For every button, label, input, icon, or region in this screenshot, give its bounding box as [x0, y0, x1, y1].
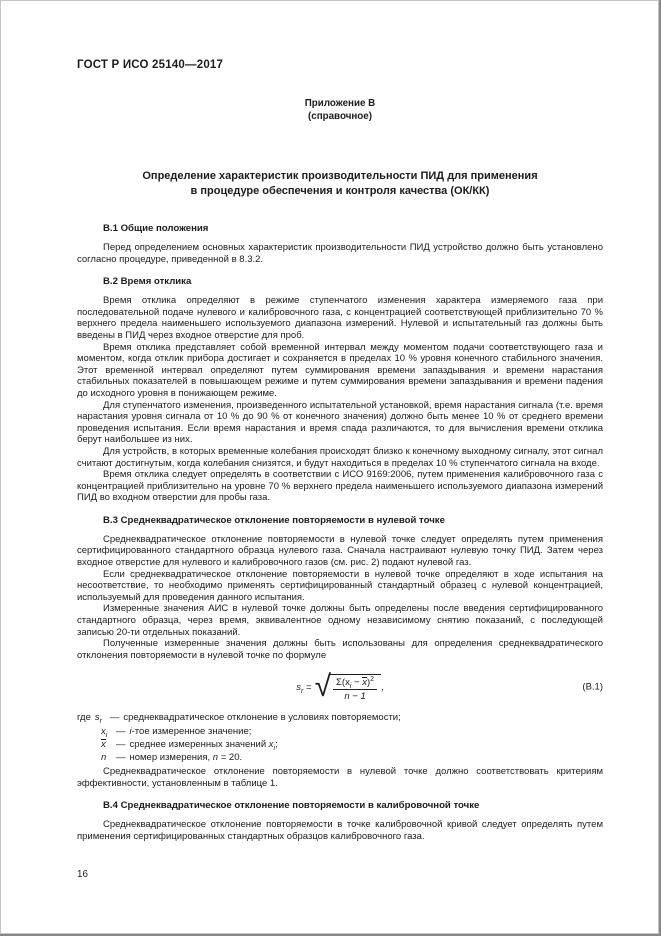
paragraph-b2-4: Для устройств, в которых временные колебания происходят близко к конечному выходному сигналу, этот сигнал считают достигнутым, когда колебания снизятся, и будут находиться в пределах 10 % ступенчатого сигнала на входе. [77, 445, 603, 469]
formula-expression: $s_r$ = √ $\frac{\Sigma(x_i - x)^2}{n - 1}$ , [296, 669, 384, 703]
document-title-line1: Определение характеристик производительности ПИД для применения [142, 170, 538, 182]
paragraph-b2-1: Время отклика определяют в режиме ступенчатого изменения характера измеряемого газа при последовательной подаче нулевого и калибровочного газа, с концентрацией соответствующей приблизительно 70 % верхнего предела наименьшего используемого диапазона измерений. Нулевой и испытательный газ должны быть введены в ПИД через входное отверстие для проб. [77, 295, 603, 341]
document-title [77, 169, 603, 199]
document-title-line2: в процедуре обеспечения и контроля качества (ОК/КК) [190, 185, 490, 197]
paragraph-b3-closing: Среднеквадратическое отклонение повторяемости в нулевой точке должно соответствовать критериям эффективности, установленным в таблице 1. [77, 766, 603, 789]
formula-lhs: s [296, 681, 302, 693]
formula-b1 [77, 670, 603, 704]
annex-block [77, 97, 603, 123]
annex-type: (справочное) [308, 111, 372, 122]
annex-label: Приложение В [304, 98, 376, 109]
formula-legend [77, 711, 603, 764]
paragraph-b3-4: Полученные измеренные значения должны быть использованы для определения среднеквадратического отклонения повторяемости в нулевой точке по формуле [77, 638, 603, 661]
section-heading-b1: В.1 Общие положения [103, 223, 209, 234]
paragraph-b2-3: Для ступенчатого изменения, произведенного испытательной установкой, время нарастания сигнала (т.е. время нарастания уровня сигнала от 10 % до 90 % от конечного значения) должно быть менее 10 % от среднего времени проведения испытания. Если время нарастания и время спада различаются, то для вычисления времени отклика берут наибольшее из них. [77, 399, 603, 446]
paragraph-b4-1: Среднеквадратическое отклонение повторяемости в точке калибровочной кривой следует определять путем применения сертифицированных стандартных образцов калибровочного газа. [77, 819, 603, 842]
paragraph-b3-1: Среднеквадратическое отклонение повторяемости в нулевой точке следует определять путем применения сертифицированного стандартного образца нулевого газа. Сначала настраивают нулевую точку ПИД. Затем через входное отверстие для нулевого и калибровочного газов (см. рис. 2) подают нулевой газ. [77, 533, 603, 569]
legend-row-xi: $x_i$ — i-тое измеренное значение; [101, 725, 252, 739]
paragraph-b1-1: Перед определением основных характеристик производительности ПИД устройство должно быть установлено согласно процедуре, приведенной в 8.3.2. [77, 242, 603, 265]
legend-row-sr: где $s_r$ — среднеквадратическое отклонение в условиях повторяемости; [77, 712, 401, 726]
page-content [77, 59, 603, 843]
section-heading-b3: В.3 Среднеквадратическое отклонение повторяемости в нулевой точке [103, 514, 445, 526]
paragraph-b3-2: Если среднеквадратическое отклонение повторяемости в нулевой точке определяют в ходе испытания на несоответствие, то необходимо применять сертифицированный стандартный образец с нулевой концентрацией, используемый для проведения данного испытания. [77, 568, 603, 603]
equation-number: (В.1) [582, 681, 603, 693]
radical-sign: √ [314, 669, 332, 703]
x-bar: x [362, 676, 367, 688]
page-number: 16 [77, 869, 88, 880]
fraction: $\frac{\Sigma(x_i - x)^2}{n - 1}$ [333, 677, 377, 702]
section-heading-b4: В.4 Среднеквадратическое отклонение повторяемости в калибровочной точке [103, 800, 480, 812]
paragraph-b2-2: Время отклика представляет собой временной интервал между моментом подачи соответствующего газа и моментом, когда отклик прибора достигает и сохраняется в пределах 10 % уровня конечного стабильного значения. Этот временной интервал определяют путем суммирования времени запаздывания и времени нарастания стабильных показателей в повышающем режиме и путем суммирования времени запаздывания и времени падения до исходного уровня в понижающем режиме. [77, 341, 603, 399]
paragraph-b2-5: Время отклика следует определять в соответствии с ИСО 9169:2006, путем применения калибровочного газа с концентрацией приблизительно на уровне 70 % верхнего предела наименьшего используемого диапазона измерений ПИД во входном отверстии для пробы газа. [77, 469, 603, 504]
legend-row-n: n — номер измерения, n = 20. [101, 752, 243, 764]
section-heading-b2: В.2 Время отклика [103, 276, 192, 288]
square-root [314, 669, 381, 703]
paragraph-b3-3: Измеренные значения АИС в нулевой точке должны быть определены после введения сертифицированного стандартного образца, через время, эквивалентное одному независимому снятию показаний, с последующей записью 20-ти отдельных показаний. [77, 603, 603, 638]
legend-row-xbar: x — среднее измеренных значений $x_i$; [101, 738, 278, 752]
document-number: ГОСТ Р ИСО 25140—2017 [77, 59, 224, 71]
